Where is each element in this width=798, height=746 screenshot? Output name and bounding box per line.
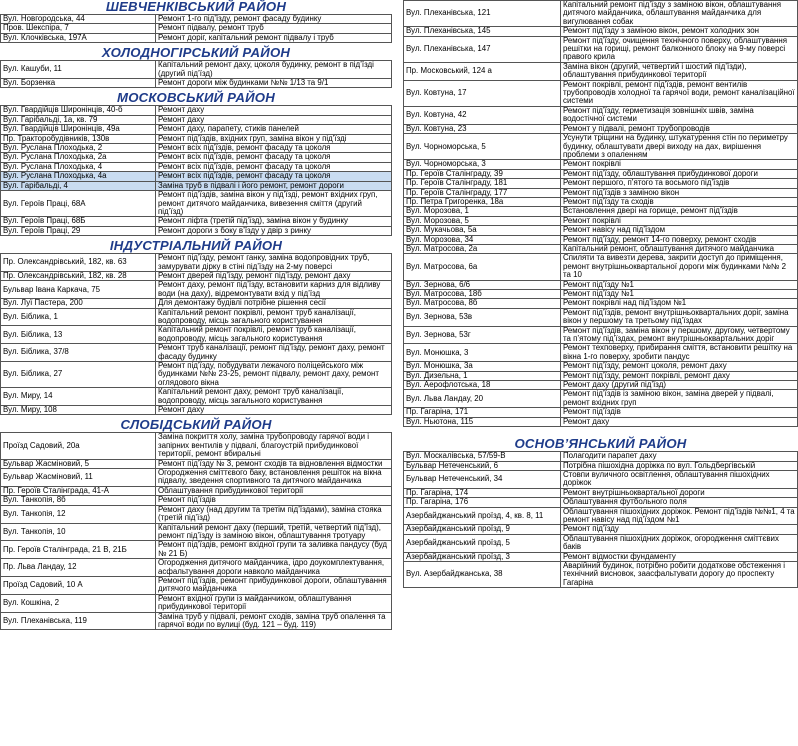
table-row [404,280,798,289]
work-cell: Ремонт навісу над під’їздом [561,226,798,235]
address-cell: Пр. Героїв Сталінграду, 39 [404,169,561,178]
repair-table [0,14,392,43]
work-cell: Для демонтажу будівлі потрібне рішення сесії [156,299,392,308]
table-row [404,552,798,561]
address-cell: Пр. Гагаріна, 176 [404,498,561,507]
table-row [1,181,392,190]
table-row [1,362,392,388]
table-row [1,388,392,406]
table-row [1,281,392,299]
table-row [404,188,798,197]
left-column [0,0,392,630]
work-cell: Ремонт всіх під’їздів, ремонт фасаду та цоколя [156,162,392,171]
table-row [404,244,798,253]
address-cell: Бульвар Івана Каркача, 75 [1,281,156,299]
work-cell: Заміна труб у підвалі, ремонт сходів, заміна труб опалення та гарячої води по вулиці (буд. 121 – буд. 119) [156,612,392,630]
table-row [1,612,392,630]
address-cell: Вул. Монюшка, 3а [404,362,561,371]
table-row [404,417,798,426]
address-cell: Пр. Героїв Сталінграда, 41-А [1,486,156,495]
district-heading: МОСКОВСЬКИЙ РАЙОН [117,90,275,106]
address-cell: Пр. Московський, 124 а [404,62,561,80]
address-cell: Вул. Льва Ландау, 20 [404,390,561,408]
table-row [1,162,392,171]
work-cell: Ремонт під’їзду № 3, ремонт сходів та відновлення відмостки [156,459,392,468]
address-cell: Вул. Біблика, 13 [1,326,156,344]
work-cell: Капітальний ремонт даху (перший, третій, четвертий під’їзд), ремонт під’їзду із заміною вікон, облаштування тротуару [156,523,392,541]
work-cell: Ремонт вхідної групи із майданчиком, облаштування прибудинкової території [156,594,392,612]
work-cell: Ремонт всіх під’їздів, ремонт фасаду та цоколя [156,144,392,153]
table-row [1,271,392,280]
table-row [1,106,392,115]
table-row [1,191,392,217]
address-cell: Вул. Кошкіна, 2 [1,594,156,612]
work-cell: Ремонт під’їздів [561,408,798,417]
address-cell: Бульвар Жасміновий, 11 [1,469,156,487]
table-row [1,125,392,134]
work-cell: Заміна труб в підвалі і його ремонт, ремонт дороги [156,181,392,190]
table-row [404,36,798,62]
table-row [404,254,798,280]
address-cell: Вул. Руслана Плоходька, 4 [1,162,156,171]
work-cell: Спиляти та вивезти дерева, закрити доступ до приміщення, ремонт внутрішньоквартальної дороги між будинками №№ 2 та 10 [561,254,798,280]
address-cell: Вул. Мукачьова, 5а [404,226,561,235]
work-cell: Ремонт під’їзду, побудувати лежачого поліцейського між будинками №№ 23-25, ремонт підвалу, ремонт даху, ремонт оглядового вікна [156,362,392,388]
work-cell: Ремонт під’їздів, заміна вікон у під’їзді, ремонт вхідних груп, ремонт дитячого майданчика, вивезення сміття (другий під’їзд) [156,191,392,217]
work-cell: Ремонт під’їздів [156,496,392,505]
work-cell: Ремонт всіх під’їздів, ремонт фасаду та цоколя [156,153,392,162]
district-section [0,46,392,88]
address-cell: Вул. Зернова, 6/6 [404,280,561,289]
table-row [1,406,392,415]
address-cell: Пров. Шекспіра, 7 [1,24,156,33]
work-cell: Ремонт під’їзду №1 [561,280,798,289]
work-cell: Ремонт під’їзду, ремонт ганку, заміна водопровідних труб, замурувати дірку в стіні під’їзду на 2-му поверсі [156,254,392,272]
district-section [0,0,392,43]
table-row [1,144,392,153]
table-row [1,24,392,33]
address-cell: Вул. Луї Пастера, 200 [1,299,156,308]
address-cell: Вул. Танкопія, 10 [1,523,156,541]
address-cell: Вул. Миру, 108 [1,406,156,415]
address-cell: Вул. Матросова, 8б [404,299,561,308]
address-cell: Вул. Морозова, 1 [404,207,561,216]
work-cell: Капітальний ремонт під’їзду з заміною вікон, облаштування дитячого майданчика, облаштування майданчика для вигулювання собак [561,1,798,27]
address-cell: Вул. Клочківська, 197А [1,33,156,42]
address-cell: Вул. Біблика, 37/8 [1,344,156,362]
repair-table [0,253,392,415]
table-row [1,61,392,79]
right-column [403,0,798,588]
table-row [404,408,798,417]
work-cell: Ремонт даху (другий під’їзд) [561,381,798,390]
table-row [404,290,798,299]
work-cell: Ремонт покрівлі [561,216,798,225]
address-cell: Вул. Плеханівська, 119 [1,612,156,630]
district-section [0,91,392,236]
address-cell: Пр. Гагаріна, 171 [404,408,561,417]
work-cell: Полагодити парапет даху [561,452,798,461]
table-row [404,308,798,326]
table-row [404,498,798,507]
table-row [1,433,392,459]
address-cell: Вул. Гарібальді, 4 [1,181,156,190]
table-row [404,326,798,344]
work-cell: Ремонт даху, парапету, стиків панелей [156,125,392,134]
address-cell: Вул. Новгородська, 44 [1,15,156,24]
address-cell: Вул. Руслана Плоходька, 4а [1,172,156,181]
work-cell: Капітальний ремонт, облаштування дитячого майданчика [561,244,798,253]
table-row [404,169,798,178]
work-cell: Капітальний ремонт даху, цоколя будинку, ремонт в під’їзді (другий під’їзд) [156,61,392,79]
address-cell: Вул. Гарібальді, 1а, кв. 79 [1,115,156,124]
address-cell: Вул. Кашуби, 11 [1,61,156,79]
district-heading: ІНДУСТРІАЛЬНИЙ РАЙОН [109,238,283,254]
address-cell: Вул. Руслана Плоходька, 2 [1,144,156,153]
district-heading: СЛОБІДСЬКИЙ РАЙОН [120,417,272,433]
work-cell: Ремонт під’їздів, ремонт вхідної групи та заливка пандусу (буд № 21 Б) [156,541,392,559]
address-cell: Вул. Героїв Праці, 68Б [1,217,156,226]
work-cell: Ремонт даху [156,115,392,124]
table-row [1,541,392,559]
repair-table [403,0,798,427]
address-cell: Вул. Біблика, 27 [1,362,156,388]
table-row [404,216,798,225]
table-row [1,523,392,541]
table-row [1,594,392,612]
work-cell: Заміна вікон (другий, четвертий і шостий під’їзди), облаштування прибудинкової території [561,62,798,80]
work-cell: Капітальний ремонт покрівлі, ремонт труб каналізації, водопроводу, місць загального користування [156,308,392,326]
work-cell: Ремонт даху [156,106,392,115]
address-cell: Вул. Плеханівська, 145 [404,27,561,36]
address-cell: Вул. Ковтуна, 17 [404,80,561,106]
table-row [1,115,392,124]
address-cell: Азербайджанський проїзд, 3 [404,552,561,561]
table-row [404,534,798,552]
table-row [1,15,392,24]
address-cell: Пр. Героїв Сталінграду, 177 [404,188,561,197]
address-cell: Азербайджанський проїзд, 9 [404,525,561,534]
address-cell: Пр. Героїв Сталінграда, 21 В, 21Б [1,541,156,559]
work-cell: Ремонт під’їзду з заміною вікон, ремонт холодних зон [561,27,798,36]
work-cell: Ремонт під’їзду, ремонт покрівлі, ремонт даху [561,371,798,380]
work-cell: Ремонт труб каналізації, ремонт під’їзду, ремонт даху, ремонт фасаду будинку [156,344,392,362]
table-row [404,390,798,408]
table-row [404,235,798,244]
work-cell: Ремонт покрівлі [561,160,798,169]
table-row [404,470,798,488]
work-cell: Ремонт під’їздів, вхідних груп, заміна вікон у під’їзді [156,134,392,143]
work-cell: Ремонт під’їзду [561,525,798,534]
address-cell: Вул. Матросова, 2а [404,244,561,253]
work-cell: Ремонт даху, ремонт під’їзду, встановити карниз для відливу води (на даху), відремонтувати вхід у під’їзд [156,281,392,299]
table-row [1,226,392,235]
address-cell: Бульвар Жасміновий, 5 [1,459,156,468]
work-cell: Ремонт під’їзду, ремонт 14-го поверху, ремонт сходів [561,235,798,244]
address-cell: Пр. Петра Григоренка, 18а [404,197,561,206]
address-cell: Пр. Олександрівський, 182, кв. 28 [1,271,156,280]
work-cell: Облаштування футбольного поля [561,498,798,507]
table-row [1,254,392,272]
table-row [1,299,392,308]
table-row [1,486,392,495]
work-cell: Потрібна пішохідна доріжка по вул. Гольдбергівській [561,461,798,470]
repair-table [403,451,798,588]
table-row [404,525,798,534]
address-cell: Вул. Танкопія, 12 [1,505,156,523]
table-row [404,134,798,160]
address-cell: Пр. Героїв Сталінграду, 181 [404,179,561,188]
table-row [1,459,392,468]
table-row [1,559,392,577]
table-row [1,33,392,42]
address-cell: Пр. Льва Ландау, 12 [1,559,156,577]
work-cell: Ремонт дороги з боку в’їзду у двір з ринку [156,226,392,235]
work-cell: Ремонт під’їзду №1 [561,290,798,299]
address-cell: Вул. Танкопія, 8б [1,496,156,505]
table-row [404,80,798,106]
address-cell: Проїзд Садовий, 20а [1,433,156,459]
address-cell: Вул. Плеханівська, 147 [404,36,561,62]
address-cell: Вул. Гвардійців Широнінців, 40-б [1,106,156,115]
table-row [404,344,798,362]
work-cell: Аварійний будинок, потрібно робити додаткове обстеження і технічний висновок, заасфальтувати дорогу до проспекту Гагаріна [561,561,798,587]
work-cell: Облаштування пішохідних доріжок. Ремонт під’їздів №№1, 4 та ремонт навісу над під’їздом №1 [561,507,798,525]
address-cell: Вул. Москалівська, 57/59-В [404,452,561,461]
district-section [403,437,798,588]
work-cell: Ремонт під’їздів з заміною вікон [561,188,798,197]
work-cell: Ремонт доріг, капітальний ремонт підвалу і труб [156,33,392,42]
table-row [404,106,798,124]
address-cell: Азербайджанський проїзд, 5 [404,534,561,552]
address-cell: Вул. Миру, 14 [1,388,156,406]
work-cell: Ремонт всіх під’їздів, ремонт фасаду та цоколя [156,172,392,181]
table-row [404,179,798,188]
table-row [1,308,392,326]
work-cell: Встановлення двері на горище, ремонт під’їздів [561,207,798,216]
table-row [404,507,798,525]
table-row [404,124,798,133]
work-cell: Усунути тріщини на будинку, штукатурення стін по периметру будинку, облаштувати двері виходу на дах, вирішення проблеми з опаленням [561,134,798,160]
address-cell: Вул. Ковтуна, 23 [404,124,561,133]
address-cell: Вул. Азербайджанська, 38 [404,561,561,587]
address-cell: Вул. Чорноморська, 5 [404,134,561,160]
address-cell: Вул. Матросова, 18б [404,290,561,299]
table-row [1,326,392,344]
work-cell: Облаштування прибудинкової території [156,486,392,495]
work-cell: Капітальний ремонт даху, ремонт труб каналізації, водопроводу, місць загального користування [156,388,392,406]
work-cell: Ремонт під’їздів, ремонт внутрішньоквартальних доріг, заміна вікон у першому та третьому під’їздах [561,308,798,326]
table-row [404,488,798,497]
table-row [404,1,798,27]
repair-table [0,432,392,630]
table-row [404,160,798,169]
address-cell: Бульвар Нетеченський, 6 [404,461,561,470]
address-cell: Вул. Монюшка, 3 [404,344,561,362]
work-cell: Капітальний ремонт покрівлі, ремонт труб каналізації, водопроводу, місць загального користування [156,326,392,344]
address-cell: Вул. Зернова, 53в [404,308,561,326]
table-row [404,27,798,36]
address-cell: Вул. Плеханівська, 121 [404,1,561,27]
work-cell: Ремонт ліфта (третій під’їзд), заміна вікон у будинку [156,217,392,226]
work-cell: Заміна покриття холу, заміна трубопроводу гарячої води і запірних вентилів у підвалі, благоустрій прибудинкової території, ремонт вбиральні [156,433,392,459]
work-cell: Облаштування пішохідних доріжок, огородження сміттєвих баків [561,534,798,552]
work-cell: Ремонт під’їзду, облаштування прибудинкової дороги [561,169,798,178]
table-row [404,461,798,470]
table-row [404,207,798,216]
table-row [1,576,392,594]
table-row [1,79,392,88]
work-cell: Ремонт під’їздів із заміною вікон, заміна дверей у підвалі, ремонт вхідних груп [561,390,798,408]
work-cell: Ремонт дороги між будинками №№ 1/13 та 9/1 [156,79,392,88]
table-row [1,217,392,226]
address-cell: Вул. Зернова, 53г [404,326,561,344]
address-cell: Вул. Чорноморська, 3 [404,160,561,169]
work-cell: Ремонт під’їзду, герметизація зовнішніх швів, заміна водостічної системи [561,106,798,124]
address-cell: Вул. Гвардійців Широнінців, 49а [1,125,156,134]
district-heading: ХОЛОДНОГІРСЬКИЙ РАЙОН [101,45,291,61]
table-row [404,226,798,235]
work-cell: Ремонт під’їздів, заміна вікон у першому, другому, четвертому та п’ятому під’їздах, ремонт внутрішньоквартальних доріг [561,326,798,344]
district-section [0,418,392,630]
table-row [404,371,798,380]
district-section [403,0,798,427]
address-cell: Пр. Гагаріна, 174 [404,488,561,497]
address-cell: Вул. Борзенка [1,79,156,88]
address-cell: Вул. Героїв Праці, 68А [1,191,156,217]
work-cell: Ремонт 1-го під’їзду, ремонт фасаду будинку [156,15,392,24]
address-cell: Проїзд Садовий, 10 А [1,576,156,594]
work-cell: Ремонт даху [561,417,798,426]
work-cell: Огородження сміттєвого баку, встановлення решіток на вікна підвалу, зведення спортивного та дитячого майданчика [156,469,392,487]
address-cell: Вул. Ковтуна, 42 [404,106,561,124]
table-row [1,172,392,181]
work-cell: Ремонт у підвалі, ремонт трубопроводів [561,124,798,133]
table-row [1,153,392,162]
work-cell: Огородження дитячого майданчика, ідро доукомплектування, асфальтування дороги навколо майданчика [156,559,392,577]
table-row [1,469,392,487]
table-row [1,344,392,362]
address-cell: Азербайджанський проїзд, 4, кв. 8, 11 [404,507,561,525]
work-cell: Ремонт під’їзду та сходів [561,197,798,206]
work-cell: Ремонт першого, п’ятого та восьмого під’їздів [561,179,798,188]
work-cell: Ремонт техповерху, прибирання сміття, встановити решітку на вікна 1-го поверху, зробити пандус [561,344,798,362]
address-cell: Пр. Тракторобудівників, 130в [1,134,156,143]
address-cell: Вул. Дизельна, 1 [404,371,561,380]
work-cell: Ремонт покрівлі, ремонт під’їздів, ремонт вентилів трубопроводів холодної та гарячої води, ремонт каналізаційної системи [561,80,798,106]
work-cell: Ремонт покрівлі над під’їздом №1 [561,299,798,308]
address-cell: Вул. Руслана Плоходька, 2а [1,153,156,162]
work-cell: Ремонт даху (над другим та третім під’їздами), заміна стояка (третій під’їзд) [156,505,392,523]
work-cell: Стовпи вуличного освітлення, облаштування пішохідних доріжок [561,470,798,488]
table-row [1,505,392,523]
table-row [1,496,392,505]
address-cell: Бульвар Нетеченський, 34 [404,470,561,488]
table-row [404,381,798,390]
work-cell: Ремонт під’їздів, ремонт прибудинкової дороги, облаштування дитячого майданчика [156,576,392,594]
table-row [404,62,798,80]
work-cell: Ремонт під’їзду, очищення технічного поверху, облаштування решітки на горищі, ремонт балконного блоку на 9-му поверсі правого крила [561,36,798,62]
district-heading: ОСНОВ’ЯНСЬКИЙ РАЙОН [514,436,687,452]
address-cell: Пр. Олександрівський, 182, кв. 63 [1,254,156,272]
work-cell: Ремонт дверей під’їзду, ремонт під’їзду, ремонт даху [156,271,392,280]
work-cell: Ремонт внутрішньоквартальної дороги [561,488,798,497]
table-row [404,197,798,206]
address-cell: Вул. Ньютона, 115 [404,417,561,426]
repair-table [0,105,392,236]
work-cell: Ремонт відмостки фундаменту [561,552,798,561]
table-row [404,561,798,587]
address-cell: Вул. Героїв Праці, 29 [1,226,156,235]
district-section [0,239,392,415]
address-cell: Вул. Біблика, 1 [1,308,156,326]
address-cell: Вул. Морозова, 34 [404,235,561,244]
work-cell: Ремонт підвалу, ремонт труб [156,24,392,33]
address-cell: Вул. Матросова, 6а [404,254,561,280]
work-cell: Ремонт даху [156,406,392,415]
address-cell: Вул. Морозова, 5 [404,216,561,225]
table-row [404,362,798,371]
address-cell: Вул. Аерофлотська, 18 [404,381,561,390]
district-heading: ШЕВЧЕНКІВСЬКИЙ РАЙОН [105,0,287,14]
table-row [404,299,798,308]
table-row [404,452,798,461]
repair-table [0,60,392,88]
work-cell: Ремонт під’їзду, ремонт цоколя, ремонт даху [561,362,798,371]
table-row [1,134,392,143]
